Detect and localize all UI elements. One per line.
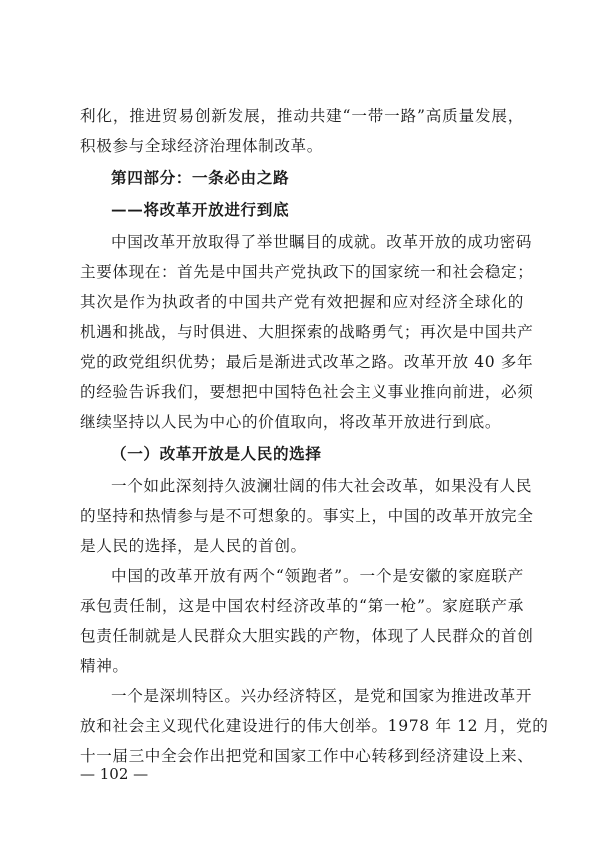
section-subheading: ——将改革开放进行到底 [111, 200, 290, 219]
text-line: 机遇和挑战，与时俱进、大胆探索的战略勇气；再次是中国共产 [80, 323, 534, 341]
text-line: 的坚持和热情参与是不可想象的。事实上，中国的改革开放完全 [80, 507, 534, 525]
text-line: 放和社会主义现代化建设进行的伟大创举。1978 年 12 月，党的 [80, 717, 549, 735]
text-line: 积极参与全球经济治理体制改革。 [80, 137, 323, 155]
text-line: 是人民的选择，是人民的首创。 [80, 537, 307, 555]
text-line: 承包责任制，这是中国农村经济改革的“第一枪”。家庭联产承 [80, 597, 524, 615]
text-line: 一个是深圳特区。兴办经济特区，是党和国家为推进改革开 [111, 687, 533, 705]
text-line: 十一届三中全会作出把党和国家工作中心转移到经济建设上来、 [80, 747, 534, 765]
text-line: 精神。 [80, 657, 129, 675]
text-line: 的经验告诉我们，要想把中国特色社会主义事业推向前进，必须 [80, 383, 534, 401]
text-line: 继续坚持以人民为中心的价值取向，将改革开放进行到底。 [80, 413, 502, 431]
text-line: 利化，推进贸易创新发展，推动共建“一带一路”高质量发展， [80, 107, 524, 125]
text-line: 中国改革开放取得了举世瞩目的成就。改革开放的成功密码 [111, 233, 533, 251]
section-heading: 第四部分：一条必由之路 [111, 168, 290, 187]
text-line: 其次是作为执政者的中国共产党有效把握和应对经济全球化的 [80, 293, 524, 311]
subsection-heading: （一）改革开放是人民的选择 [111, 444, 322, 463]
text-line: 一个如此深刻持久波澜壮阔的伟大社会改革，如果没有人民 [111, 477, 533, 495]
text-line: 中国的改革开放有两个“领跑者”。一个是安徽的家庭联产 [111, 567, 524, 585]
text-line: 主要体现在：首先是中国共产党执政下的国家统一和社会稳定； [80, 263, 534, 281]
text-line: 包责任制就是人民群众大胆实践的产物，体现了人民群众的首创 [80, 627, 534, 645]
text-line: 党的政党组织优势；最后是渐进式改革之路。改革开放 40 多年 [80, 353, 534, 371]
page-number: — 102 — [80, 765, 149, 783]
